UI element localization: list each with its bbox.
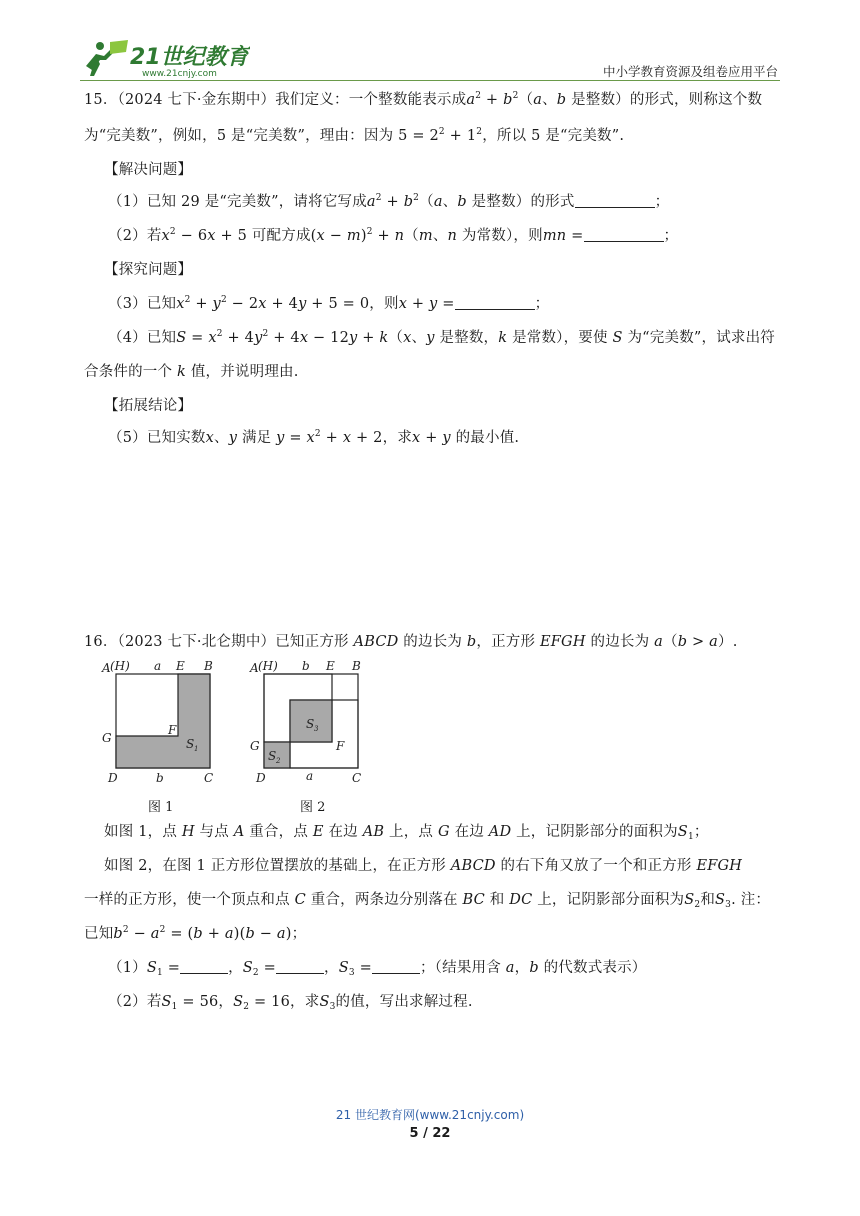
svg-text:E: E	[326, 659, 335, 673]
svg-text:1: 1	[194, 745, 199, 753]
figure-2	[244, 656, 374, 820]
svg-text:b: b	[156, 771, 164, 785]
q16-desc-3: 一样的正方形，使一个顶点和点 C 重合，两条边分别落在 BC 和 DC 上，记阴影部分面积为$S_2$和$S_3$. 注：	[84, 892, 771, 910]
q15-line-1: 15．（2024 七下·金东期中）我们定义：一个整数能表示成$a^2 + b^2(a$、b 是整数）的形式，则称这个数	[84, 91, 763, 108]
answer-blank[interactable]	[372, 959, 420, 974]
svg-text:G: G	[250, 739, 260, 753]
site-logo	[80, 36, 250, 80]
svg-text:E: E	[176, 659, 185, 673]
q16-part-1: $(1)S_1$ = ，$S_2$ = ，$S_3$ = ；（结果用含 a，b 的代数式表示）	[108, 960, 647, 978]
svg-text:S: S	[268, 749, 277, 763]
q15-part-4-cont: 合条件的一个 k 值，并说明理由.	[84, 364, 299, 380]
q15-line-2: 为“完美数”，例如，5 是“完美数”，理由：因为 $5 = 2^2 + 1^2$，所以 5 是“完美数”.	[84, 127, 625, 144]
svg-text:D: D	[108, 771, 118, 785]
svg-text:3: 3	[314, 725, 319, 733]
svg-text:a: a	[154, 659, 162, 673]
page-number: 5 / 22	[409, 1126, 451, 1141]
answer-blank[interactable]	[455, 295, 535, 310]
q15-part-4: （4）已知$S = x^2 + 4y^2 + 4x - 12y + k(x$、y 是整数，k 是常数），要使 S 为“完美数”，试求出符	[108, 329, 776, 346]
svg-text:A: A	[102, 661, 111, 675]
q16-desc-2: 如图 2，在图 1 正方形位置摆放的基础上，在正方形 ABCD 的右下角又放了一个和正方形 EFGH	[104, 858, 743, 874]
svg-text:D: D	[256, 771, 266, 785]
answer-blank[interactable]	[180, 959, 228, 974]
figure-1	[96, 656, 226, 820]
svg-text:b: b	[302, 659, 310, 673]
q15-section-solve: 【解决问题】	[104, 162, 193, 178]
q16-part-2: （2）若$S_1 = 56$，$S_2 = 16$，求$S_3$的值，写出求解过程.	[108, 994, 473, 1012]
footer-site-link[interactable]: 21 世纪教育网(www.21cnjy.com)	[335, 1108, 525, 1122]
runner-icon	[86, 40, 128, 76]
answer-blank[interactable]	[584, 227, 664, 242]
q15-part-3: （3）已知$x^2 + y^2 - 2x + 4y + 5 = 0$，则x + y = ；	[108, 295, 550, 312]
svg-text:2: 2	[276, 757, 281, 765]
svg-text:S: S	[306, 717, 315, 731]
svg-text:21世纪教育: 21世纪教育	[130, 45, 249, 70]
figure-2-caption: 图 2	[300, 800, 326, 815]
q15-part-2: （2）若$x^2 - 6x + 5$ 可配方成$(x - m)^2 + n(m$、n 为常数），则mn = ；	[108, 227, 679, 244]
svg-text:A: A	[250, 661, 259, 675]
svg-text:S: S	[186, 737, 195, 751]
q16-desc-1: 如图 1，点 H 与点 A 重合，点 E 在边 AB 上，点 G 在边 AD 上，记阴影部分的面积为$S_1$；	[104, 824, 709, 842]
q15-section-extend: 【拓展结论】	[104, 398, 193, 414]
header-divider	[80, 80, 780, 81]
q15-part-1: （1）已知 29 是“完美数”，请将它写成$a^2 + b^2(a$、b 是整数）的形式 ；	[108, 193, 670, 210]
svg-text:(H): (H)	[258, 659, 278, 673]
svg-text:G: G	[102, 731, 112, 745]
svg-text:C: C	[204, 771, 214, 785]
answer-blank[interactable]	[575, 193, 655, 208]
svg-text:F: F	[336, 739, 345, 753]
q15-section-explore: 【探究问题】	[104, 262, 193, 278]
q16-line-1: 16．（2023 七下·北仑期中）已知正方形 ABCD 的边长为 b，正方形 EFGH 的边长为 a（b > a）.	[84, 634, 738, 650]
svg-text:www.21cnjy.com: www.21cnjy.com	[142, 69, 217, 79]
platform-label: 中小学教育资源及组卷应用平台	[602, 64, 778, 79]
q15-part-5: （5）已知实数x、y 满足 $y = x^2 + x + 2$，求x + y 的最小值.	[108, 429, 520, 446]
answer-blank[interactable]	[276, 959, 324, 974]
svg-text:(H): (H)	[110, 659, 130, 673]
figure-1-caption: 图 1	[148, 800, 174, 815]
svg-text:B: B	[352, 659, 361, 673]
svg-text:F: F	[168, 723, 177, 737]
svg-text:a: a	[306, 769, 314, 783]
svg-text:B: B	[204, 659, 213, 673]
svg-text:C: C	[352, 771, 362, 785]
q16-desc-4: 已知$b^2 - a^2 = (b + a)(b - a)$；	[84, 925, 307, 942]
